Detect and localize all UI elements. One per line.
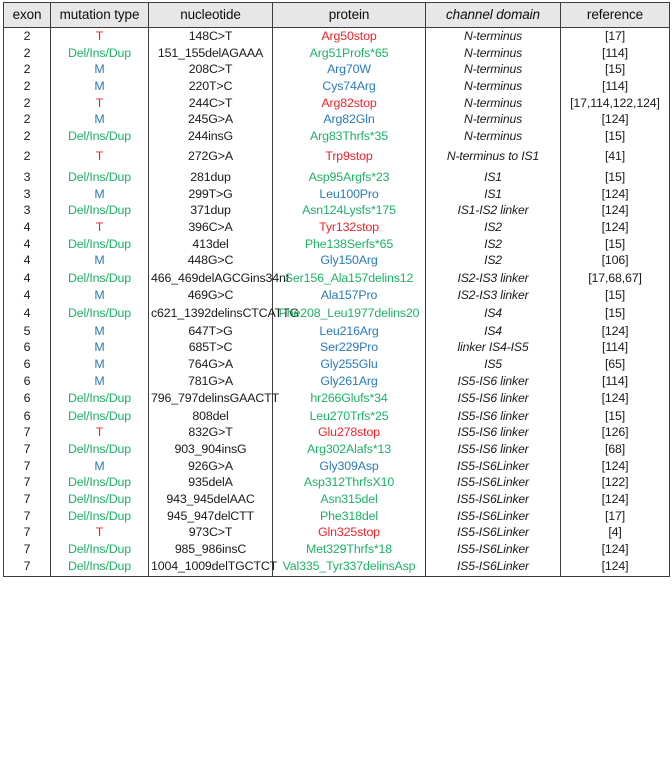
- cell-protein: Val335_Tyr337delinsAsp: [273, 557, 426, 576]
- table-row: [4, 287, 670, 304]
- cell-protein: Gly255Glu: [273, 356, 426, 373]
- cell-channel-domain: IS1-IS2 linker: [426, 202, 561, 219]
- cell-nucleotide: 220T>C: [149, 78, 273, 95]
- cell-reference: [124]: [601, 186, 629, 201]
- table-row: [4, 424, 670, 441]
- cell-reference: [65]: [604, 356, 626, 371]
- cell-mutation-type: M: [51, 186, 149, 203]
- table-row: [4, 95, 670, 112]
- cell-protein: Ser156_Ala157delins12: [273, 269, 426, 288]
- table-row: [4, 61, 670, 78]
- cell-mutation-type: Del/Ins/Dup: [51, 128, 149, 145]
- cell-nucleotide: 272G>A: [149, 144, 273, 169]
- table-row: [4, 45, 670, 62]
- cell-nucleotide: 148C>T: [149, 28, 273, 45]
- cell-reference: [124]: [601, 219, 629, 234]
- column-header-nucleotide: nucleotide: [149, 3, 273, 28]
- cell-mutation-type: M: [51, 111, 149, 128]
- table-row: [4, 252, 670, 269]
- cell-exon: 6: [4, 408, 51, 425]
- column-header-protein: protein: [273, 3, 426, 28]
- cell-exon: 6: [4, 356, 51, 373]
- cell-nucleotide: 808del: [149, 408, 273, 425]
- cell-reference: [124]: [601, 491, 629, 506]
- cell-channel-domain: IS4: [426, 304, 561, 323]
- column-header-reference: reference: [561, 3, 670, 28]
- cell-protein: Arg82stop: [273, 95, 426, 112]
- cell-channel-domain: IS5-IS6Linker: [426, 508, 561, 525]
- cell-reference: [4]: [608, 525, 622, 540]
- cell-protein: Arg83Thrfs*35: [273, 128, 426, 145]
- cell-protein: Arg51Profs*65: [273, 45, 426, 62]
- cell-exon: 7: [4, 508, 51, 525]
- column-header-channel-domain: channel domain: [426, 3, 561, 28]
- cell-channel-domain: IS5-IS6 linker: [426, 373, 561, 390]
- table-row: [4, 202, 670, 219]
- cell-mutation-type: M: [51, 61, 149, 78]
- table-row: [4, 186, 670, 203]
- cell-exon: 4: [4, 252, 51, 269]
- table-header: [4, 3, 670, 28]
- cell-exon: 2: [4, 128, 51, 145]
- cell-nucleotide: 685T>C: [149, 339, 273, 356]
- cell-channel-domain: IS2: [426, 252, 561, 269]
- cell-mutation-type: Del/Ins/Dup: [51, 269, 149, 288]
- cell-mutation-type: T: [51, 524, 149, 541]
- cell-protein: Leu216Arg: [273, 323, 426, 340]
- cell-exon: 7: [4, 474, 51, 491]
- cell-mutation-type: Del/Ins/Dup: [51, 45, 149, 62]
- table-row: [4, 356, 670, 373]
- cell-protein: Phe318del: [273, 508, 426, 525]
- cell-mutation-type: M: [51, 356, 149, 373]
- cell-protein: Leu270Trfs*25: [273, 408, 426, 425]
- cell-protein: Asn124Lysfs*175: [273, 202, 426, 219]
- cell-mutation-type: T: [51, 28, 149, 45]
- cell-reference: [124]: [601, 112, 629, 127]
- cell-channel-domain: IS5-IS6 linker: [426, 424, 561, 441]
- cell-exon: 2: [4, 111, 51, 128]
- cell-reference: [122]: [601, 475, 629, 490]
- cell-nucleotide: 281dup: [149, 169, 273, 186]
- cell-reference: [15]: [604, 62, 626, 77]
- cell-nucleotide: 299T>G: [149, 186, 273, 203]
- cell-reference: [124]: [601, 458, 629, 473]
- table-row: [4, 373, 670, 390]
- cell-mutation-type: Del/Ins/Dup: [51, 541, 149, 558]
- cell-channel-domain: N-terminus: [426, 128, 561, 145]
- cell-reference: [114]: [602, 340, 628, 355]
- cell-reference: [114]: [602, 45, 628, 60]
- cell-channel-domain: IS2-IS3 linker: [426, 269, 561, 288]
- cell-exon: 5: [4, 323, 51, 340]
- cell-reference: [124]: [601, 559, 629, 574]
- table-row: [4, 78, 670, 95]
- mutation-table: [3, 2, 670, 577]
- cell-protein: Met329Thrfs*18: [273, 541, 426, 558]
- cell-nucleotide: 945_947delCTT: [149, 508, 273, 525]
- table-row: [4, 408, 670, 425]
- table-row: [4, 508, 670, 525]
- cell-reference: [106]: [601, 253, 629, 268]
- table-row: [4, 557, 670, 576]
- cell-exon: 4: [4, 236, 51, 253]
- cell-channel-domain: N-terminus: [426, 78, 561, 95]
- cell-protein: Phe208_Leu1977delins20: [273, 304, 426, 323]
- cell-nucleotide: 396C>A: [149, 219, 273, 236]
- cell-exon: 7: [4, 557, 51, 576]
- cell-mutation-type: M: [51, 287, 149, 304]
- cell-reference: [114]: [602, 78, 628, 93]
- column-header-mutation-type: mutation type: [51, 3, 149, 28]
- table-row: [4, 219, 670, 236]
- cell-nucleotide: 903_904insG: [149, 441, 273, 458]
- cell-reference: [17]: [604, 508, 626, 523]
- table-body: [4, 28, 670, 577]
- cell-reference: [114]: [602, 373, 628, 388]
- cell-reference: [15]: [604, 306, 626, 320]
- cell-mutation-type: M: [51, 252, 149, 269]
- cell-mutation-type: T: [51, 424, 149, 441]
- cell-channel-domain: IS2-IS3 linker: [426, 287, 561, 304]
- table-row: [4, 128, 670, 145]
- cell-nucleotide: 764G>A: [149, 356, 273, 373]
- cell-exon: 4: [4, 287, 51, 304]
- cell-reference: [17,68,67]: [588, 270, 642, 285]
- cell-mutation-type: Del/Ins/Dup: [51, 508, 149, 525]
- cell-exon: 3: [4, 186, 51, 203]
- cell-protein: Trp9stop: [273, 144, 426, 169]
- cell-mutation-type: M: [51, 373, 149, 390]
- cell-mutation-type: Del/Ins/Dup: [51, 169, 149, 186]
- cell-reference: [124]: [601, 323, 629, 338]
- cell-channel-domain: IS5-IS6 linker: [426, 441, 561, 458]
- cell-reference: [17]: [604, 29, 626, 43]
- cell-nucleotide: 208C>T: [149, 61, 273, 78]
- cell-nucleotide: 448G>C: [149, 252, 273, 269]
- cell-channel-domain: IS1: [426, 186, 561, 203]
- cell-exon: 6: [4, 373, 51, 390]
- cell-exon: 7: [4, 524, 51, 541]
- cell-exon: 2: [4, 95, 51, 112]
- cell-mutation-type: Del/Ins/Dup: [51, 389, 149, 408]
- cell-protein: Cys74Arg: [273, 78, 426, 95]
- cell-exon: 7: [4, 541, 51, 558]
- table-header-row: [4, 3, 670, 28]
- cell-mutation-type: M: [51, 78, 149, 95]
- cell-nucleotide: 935delA: [149, 474, 273, 491]
- cell-nucleotide: 371dup: [149, 202, 273, 219]
- table-row: [4, 474, 670, 491]
- cell-exon: 4: [4, 219, 51, 236]
- cell-protein: Arg302Alafs*13: [273, 441, 426, 458]
- cell-exon: 4: [4, 304, 51, 323]
- cell-exon: 2: [4, 45, 51, 62]
- cell-nucleotide: 832G>T: [149, 424, 273, 441]
- cell-exon: 7: [4, 424, 51, 441]
- cell-mutation-type: Del/Ins/Dup: [51, 236, 149, 253]
- cell-exon: 2: [4, 144, 51, 169]
- cell-mutation-type: Del/Ins/Dup: [51, 491, 149, 508]
- cell-mutation-type: M: [51, 339, 149, 356]
- cell-reference: [15]: [604, 128, 626, 143]
- cell-exon: 7: [4, 441, 51, 458]
- cell-protein: Gly261Arg: [273, 373, 426, 390]
- cell-exon: 2: [4, 28, 51, 45]
- cell-protein: Asp95Argfs*23: [273, 169, 426, 186]
- table-row: [4, 389, 670, 408]
- cell-protein: Arg50stop: [273, 28, 426, 45]
- cell-channel-domain: IS5-IS6 linker: [426, 389, 561, 408]
- cell-reference: [68]: [604, 442, 626, 456]
- cell-nucleotide: 466_469delAGCGins34nt: [149, 269, 273, 288]
- cell-mutation-type: Del/Ins/Dup: [51, 202, 149, 219]
- table-row: [4, 458, 670, 475]
- cell-channel-domain: IS5-IS6Linker: [426, 541, 561, 558]
- cell-reference: [124]: [601, 541, 629, 556]
- table-row: [4, 144, 670, 169]
- cell-mutation-type: T: [51, 219, 149, 236]
- cell-exon: 4: [4, 269, 51, 288]
- cell-exon: 7: [4, 458, 51, 475]
- cell-reference: [15]: [604, 170, 626, 184]
- cell-channel-domain: IS5-IS6Linker: [426, 524, 561, 541]
- cell-nucleotide: 413del: [149, 236, 273, 253]
- cell-channel-domain: N-terminus: [426, 95, 561, 112]
- cell-channel-domain: N-terminus: [426, 61, 561, 78]
- cell-mutation-type: Del/Ins/Dup: [51, 441, 149, 458]
- cell-nucleotide: 244insG: [149, 128, 273, 145]
- cell-exon: 3: [4, 202, 51, 219]
- cell-reference: [124]: [601, 391, 629, 406]
- table-row: [4, 304, 670, 323]
- cell-exon: 2: [4, 61, 51, 78]
- cell-protein: Gly309Asp: [273, 458, 426, 475]
- cell-reference: [124]: [601, 203, 629, 218]
- table-row: [4, 541, 670, 558]
- cell-mutation-type: T: [51, 144, 149, 169]
- cell-nucleotide: 796_797delinsGAACTT: [149, 389, 273, 408]
- cell-reference: [15]: [604, 236, 626, 251]
- cell-protein: Asn315del: [273, 491, 426, 508]
- cell-reference: [41]: [604, 149, 626, 164]
- cell-nucleotide: 151_155delAGAAA: [149, 45, 273, 62]
- cell-nucleotide: 781G>A: [149, 373, 273, 390]
- cell-reference: [126]: [601, 425, 629, 440]
- cell-protein: Gln325stop: [273, 524, 426, 541]
- cell-nucleotide: 1004_1009delTGCTCT: [149, 557, 273, 576]
- table-row: [4, 323, 670, 340]
- cell-exon: 2: [4, 78, 51, 95]
- cell-mutation-type: Del/Ins/Dup: [51, 474, 149, 491]
- table-row: [4, 28, 670, 45]
- table-row: [4, 524, 670, 541]
- table-row: [4, 169, 670, 186]
- cell-reference: [15]: [604, 408, 626, 423]
- cell-protein: Leu100Pro: [273, 186, 426, 203]
- cell-channel-domain: IS1: [426, 169, 561, 186]
- cell-channel-domain: N-terminus: [426, 28, 561, 45]
- cell-channel-domain: N-terminus: [426, 111, 561, 128]
- cell-channel-domain: IS5-IS6Linker: [426, 491, 561, 508]
- cell-channel-domain: IS5-IS6Linker: [426, 474, 561, 491]
- cell-mutation-type: Del/Ins/Dup: [51, 408, 149, 425]
- table-row: [4, 441, 670, 458]
- cell-nucleotide: 244C>T: [149, 95, 273, 112]
- cell-channel-domain: IS2: [426, 236, 561, 253]
- cell-protein: Gly150Arg: [273, 252, 426, 269]
- cell-nucleotide: 245G>A: [149, 111, 273, 128]
- cell-exon: 7: [4, 491, 51, 508]
- cell-protein: hr266Glufs*34: [273, 389, 426, 408]
- cell-protein: Asp312ThrfsX10: [273, 474, 426, 491]
- cell-nucleotide: 943_945delAAC: [149, 491, 273, 508]
- cell-channel-domain: N-terminus to IS1: [426, 144, 561, 169]
- cell-channel-domain: IS5-IS6Linker: [426, 557, 561, 576]
- cell-mutation-type: T: [51, 95, 149, 112]
- cell-exon: 6: [4, 389, 51, 408]
- cell-protein: Arg82Gln: [273, 111, 426, 128]
- table-row: [4, 236, 670, 253]
- cell-nucleotide: 985_986insC: [149, 541, 273, 558]
- cell-channel-domain: IS5-IS6 linker: [426, 408, 561, 425]
- cell-channel-domain: linker IS4-IS5: [426, 339, 561, 356]
- cell-nucleotide: 469G>C: [149, 287, 273, 304]
- cell-mutation-type: M: [51, 323, 149, 340]
- column-header-exon: exon: [4, 3, 51, 28]
- cell-channel-domain: IS5-IS6Linker: [426, 458, 561, 475]
- cell-reference: [17,114,122,124]: [570, 95, 660, 110]
- table-row: [4, 111, 670, 128]
- table-row: [4, 269, 670, 288]
- cell-protein: Glu278stop: [273, 424, 426, 441]
- cell-channel-domain: IS2: [426, 219, 561, 236]
- cell-exon: 6: [4, 339, 51, 356]
- cell-protein: Ala157Pro: [273, 287, 426, 304]
- cell-protein: Tyr132stop: [273, 219, 426, 236]
- cell-reference: [15]: [604, 288, 626, 303]
- cell-channel-domain: N-terminus: [426, 45, 561, 62]
- cell-nucleotide: c621_1392delinsCTCATTG: [149, 304, 273, 323]
- cell-protein: Phe138Serfs*65: [273, 236, 426, 253]
- cell-mutation-type: Del/Ins/Dup: [51, 304, 149, 323]
- cell-nucleotide: 926G>A: [149, 458, 273, 475]
- cell-channel-domain: IS4: [426, 323, 561, 340]
- table-row: [4, 339, 670, 356]
- cell-protein: Arg70W: [273, 61, 426, 78]
- cell-mutation-type: M: [51, 458, 149, 475]
- cell-mutation-type: Del/Ins/Dup: [51, 557, 149, 576]
- cell-exon: 3: [4, 169, 51, 186]
- cell-channel-domain: IS5: [426, 356, 561, 373]
- table-row: [4, 491, 670, 508]
- cell-nucleotide: 973C>T: [149, 524, 273, 541]
- cell-nucleotide: 647T>G: [149, 323, 273, 340]
- cell-protein: Ser229Pro: [273, 339, 426, 356]
